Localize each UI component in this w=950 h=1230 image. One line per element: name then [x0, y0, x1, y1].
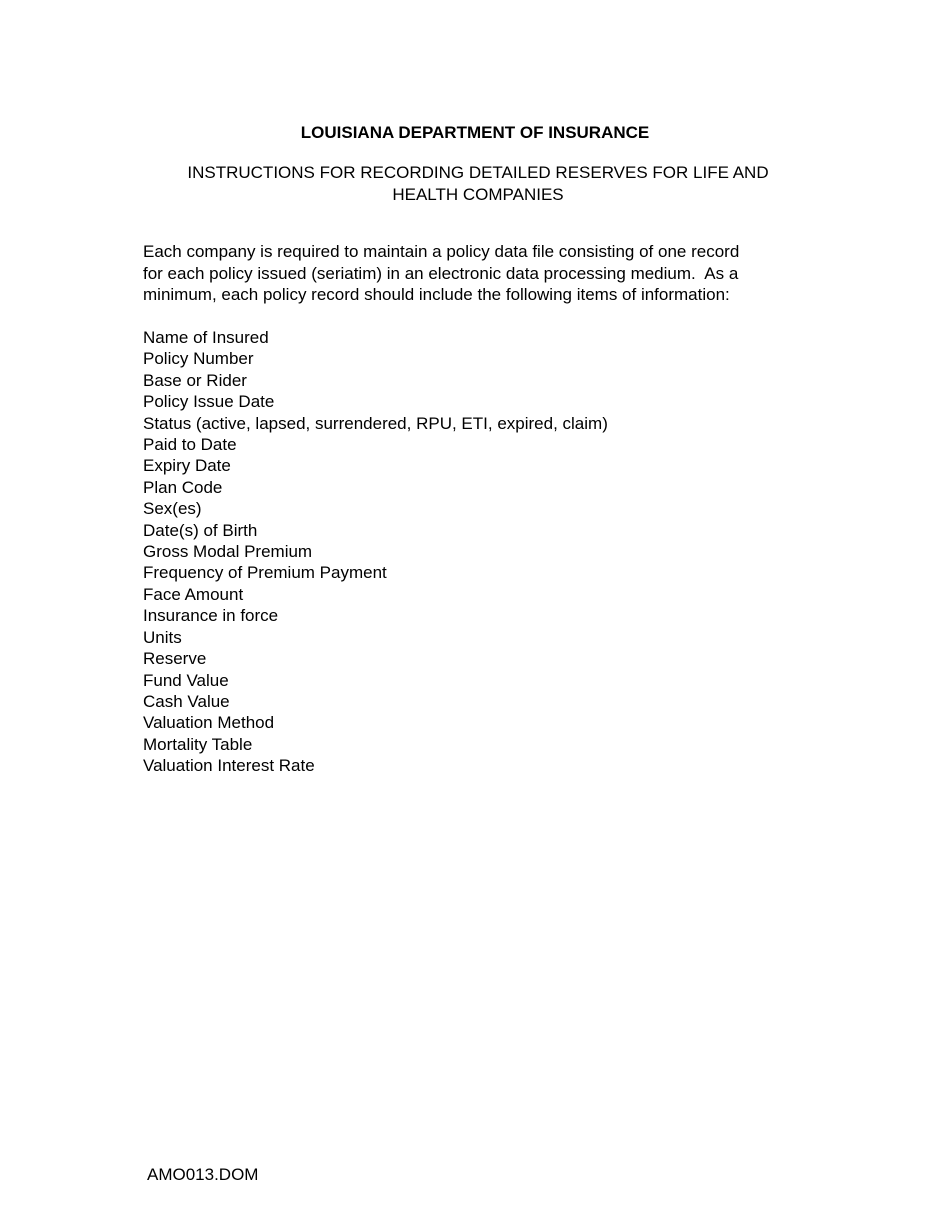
intro-paragraph: [143, 241, 811, 306]
field-item: Fund Value: [143, 670, 229, 690]
field-item: Gross Modal Premium: [143, 542, 313, 562]
subtitle-line: HEALTH COMPANIES: [392, 185, 564, 204]
intro-line: minimum, each policy record should include the following items of information:: [143, 285, 730, 304]
field-item: Date(s) of Birth: [143, 520, 258, 540]
required-fields-list: [143, 327, 608, 777]
field-item: Face Amount: [143, 584, 244, 604]
document-subtitle: [140, 162, 816, 206]
field-item: Reserve: [143, 649, 207, 669]
field-item: Base or Rider: [143, 370, 247, 390]
field-item: Plan Code: [143, 477, 223, 497]
field-item: Valuation Method: [143, 713, 275, 733]
field-item: Paid to Date: [143, 435, 237, 455]
field-item: Valuation Interest Rate: [143, 756, 315, 776]
intro-line: Each company is required to maintain a policy data file consisting of one record: [143, 242, 740, 261]
field-item: Expiry Date: [143, 456, 231, 476]
field-item: Cash Value: [143, 691, 230, 711]
field-item: Mortality Table: [143, 734, 253, 754]
field-item: Insurance in force: [143, 606, 279, 626]
subtitle-line: INSTRUCTIONS FOR RECORDING DETAILED RESERVES FOR LIFE AND: [187, 163, 769, 182]
field-item: Policy Issue Date: [143, 392, 275, 412]
document-footer: AMO013.DOM: [147, 1165, 259, 1184]
field-item: Policy Number: [143, 349, 254, 369]
document-title: LOUISIANA DEPARTMENT OF INSURANCE: [300, 123, 650, 142]
field-item: Status (active, lapsed, surrendered, RPU, ETI, expired, claim): [143, 413, 608, 433]
field-item: Name of Insured: [143, 328, 269, 347]
intro-line: for each policy issued (seriatim) in an electronic data processing medium. As a: [143, 263, 739, 283]
field-item: Units: [143, 627, 182, 647]
field-item: Frequency of Premium Payment: [143, 563, 387, 583]
field-item: Sex(es): [143, 499, 202, 519]
